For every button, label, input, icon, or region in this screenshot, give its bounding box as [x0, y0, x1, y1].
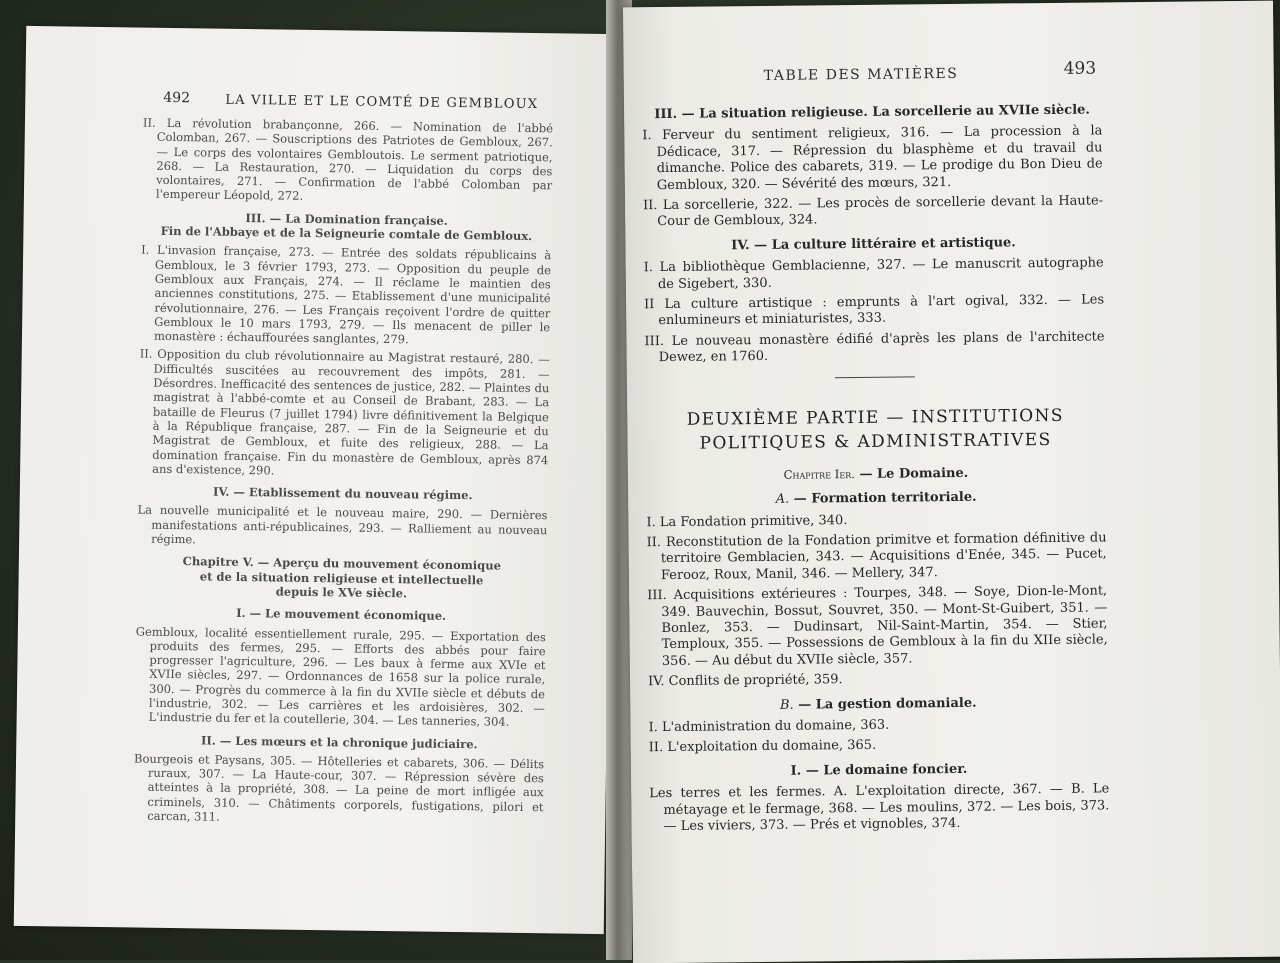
section-divider	[835, 376, 915, 378]
left-running-title: LA VILLE ET LE COMTÉ DE GEMBLOUX	[225, 92, 539, 113]
right-page-number: 493	[1063, 58, 1097, 79]
toc-entry: La nouvelle municipalité et le nouveau maire, 290. — Dernières manifestations anti-républicaines, 293. — Ralliement au nouveau régime.	[137, 502, 548, 547]
section-heading-line: Chapitre V. — Aperçu du mouvement économique	[182, 554, 502, 573]
subsection-letter: A.	[775, 491, 790, 507]
toc-entry: I. L'administration du domaine, 363.	[648, 717, 890, 736]
toc-entry: II. Opposition du club révolutionnaire au Magistrat restauré, 280. — Difficultés suscitées au recouvrement des impôts, 281. — Désordres. Inefficacité des sentences de justice, 282. — Plaintes du magistrat à l'abbé-comte et au Conseil de Brabant, 283. — La bataille de Fleurus (7 juillet 1794) livre définitivement la Belgique à la République française, 287. — Fin de la Seigneurie et du Magistrat de Gembloux, et fuite des religieux, 288. — La domination française. Fin du monastère de Gembloux, après 874 ans d'existence, 290.	[139, 346, 550, 478]
subsection-heading	[648, 694, 1108, 715]
toc-entry: I. La bibliothèque Gemblacienne, 327. — Le manuscrit autographe de Sigebert, 330.	[643, 255, 1104, 292]
subsection-title: — La gestion domaniale.	[798, 695, 977, 713]
toc-entry: II. Reconstitution de la Fondation primitve et formation définitive du territoire Gemblacien, 343. — Acquisitions d'Enée, 345. — Pucet, Ferooz, Roux, Manil, 346. — Mellery, 347.	[646, 530, 1107, 583]
section-heading: IV. — La culture littéraire et artistique.	[731, 235, 1016, 254]
section-heading: III. — La situation religieuse. La sorcellerie au XVIIe siècle.	[654, 102, 1090, 123]
toc-entry: III. Le nouveau monastère édifié d'après les plans de l'architecte Dewez, en 1760.	[644, 329, 1105, 366]
chapter-title: — Le Domaine.	[859, 465, 969, 482]
subsection-heading	[646, 488, 1106, 509]
toc-entry: II. L'exploitation du domaine, 365.	[648, 738, 877, 756]
section-heading	[136, 605, 546, 625]
toc-entry: I. Ferveur du sentiment religieux, 316. — La procession à la Dédicace, 317. — Répression du blasphème et du travail du dimanche. Police des cabarets, 319. — Le prodige du Bon Dieu de Gembloux, 320. — Sévérité des mœurs, 321.	[642, 123, 1103, 193]
section-heading-line: Fin de l'Abbaye et de la Seigneurie comtale de Gembloux.	[160, 223, 533, 244]
left-page-body	[133, 116, 553, 833]
toc-entry: Gembloux, localité essentiellement rurale, 295. — Exportation des produits des fermes, 295. — Efforts des abbés pour faire progresser l'agriculture, 296. — Les baux à ferme aux XVIe et XVIIe siècles, 297. — Ordonnances de 1658 sur la police rurale, 300. — Progrès du commerce à la fin du XVIIe siècle et débuts de l'industrie, 302. — Les carrières et les ardoisières, 302. — L'industrie du fer et la coutellerie, 304. — Les tanneries, 304.	[135, 624, 546, 730]
section-heading-line: II. — Les mœurs et la chronique judiciaire.	[200, 733, 478, 751]
section-heading-line: et de la situation religieuse et intellectuelle	[199, 569, 484, 587]
left-page	[14, 26, 617, 934]
right-page	[623, 1, 1280, 963]
section-heading	[138, 484, 548, 504]
subsection-title: — Formation territoriale.	[793, 489, 977, 507]
section-heading-line: IV. — Etablissement du nouveau régime.	[213, 484, 473, 503]
toc-entry: I. L'invasion française, 273. — Entrée des soldats républicains à Gembloux, le 3 février 1793, 273. — Opposition du peuple de Gembloux aux Français, 274. — Il réclame le maintien des anciennes constitutions, 275. — Etablissement d'une municipalité révolutionnaire, 276. — Les Français reçoivent l'ordre de quitter Gembloux le 10 mars 1793, 279. — Ils menacent de piller le monastère : échauffourées sanglantes, 279.	[141, 242, 552, 347]
toc-entry: Les terres et les fermes. A. L'exploitation directe, 367. — B. Le métayage et le fermage, 368. — Les moulins, 372. — Les bois, 373. — Les viviers, 373. — Prés et vignobles, 374.	[649, 781, 1110, 835]
toc-entry: Bourgeois et Paysans, 305. — Hôtelleries et cabarets, 306. — Délits ruraux, 307. — La Haute-cour, 307. — Répression sévère des atteintes à la propriété, 308. — La peine de mort infligée aux criminels, 310. — Châtiments corporels, fustigations, pilori et carcan, 311.	[133, 751, 545, 824]
toc-entry: II. La révolution brabançonne, 266. — Nomination de l'abbé Colomban, 267. — Souscriptions des Patriotes de Gembloux, 267. — Le corps des volontaires Gembloutois. Le serment patriotique, 268. — La Restauration, 270. — Liquidation du corps des volontaires, 271. — Confirmation de l'abbé Colomban par l'empereur Léopold, 272.	[142, 115, 554, 204]
chapter-heading	[646, 463, 1106, 485]
section-heading: I. — Le domaine foncier.	[790, 761, 968, 779]
part-title	[645, 403, 1105, 456]
toc-entry: I. La Fondation primitive, 340.	[646, 512, 848, 530]
toc-entry: II La culture artistique : emprunts à l'art ogival, 332. — Les enlumineurs et miniaturistes, 333.	[644, 292, 1105, 329]
chapter-label: Chapitre Ier.	[783, 466, 855, 482]
section-heading	[141, 209, 551, 243]
part-title-line1: DEUXIÈME PARTIE — INSTITUTIONS	[686, 405, 1065, 430]
section-heading-line: I. — Le mouvement économique.	[236, 606, 447, 624]
section-heading-line: III. — La Domination française.	[245, 210, 448, 228]
toc-entry: II. La sorcellerie, 322. — Les procès de sorcellerie devant la Haute-Cour de Gembloux, 324.	[643, 193, 1104, 230]
right-running-title: TABLE DES MATIÈRES	[763, 65, 959, 84]
section-heading	[136, 554, 547, 603]
part-title-line2: POLITIQUES & ADMINISTRATIVES	[699, 429, 1052, 454]
section-heading-line: depuis le XVe siècle.	[275, 584, 408, 601]
subsection-letter: B.	[779, 697, 794, 713]
section-heading	[134, 732, 544, 752]
left-page-number: 492	[163, 89, 191, 107]
right-page-body	[642, 94, 1110, 839]
toc-entry: III. Acquisitions extérieures : Tourpes, 348. — Soye, Dion-le-Mont, 349. Bauvechin, Bossut, Souvret, 350. — Mont-St-Guibert, 351. — Bonlez, 353. — Dudinsart, Nil-Saint-Martin, 354. — Stier, Temploux, 355. — Possessions de Gembloux à la fin du XIIe siècle, 356. — Au début du XVIIe siècle, 357.	[647, 583, 1108, 669]
toc-entry: IV. Conflits de propriété, 359.	[647, 672, 843, 690]
